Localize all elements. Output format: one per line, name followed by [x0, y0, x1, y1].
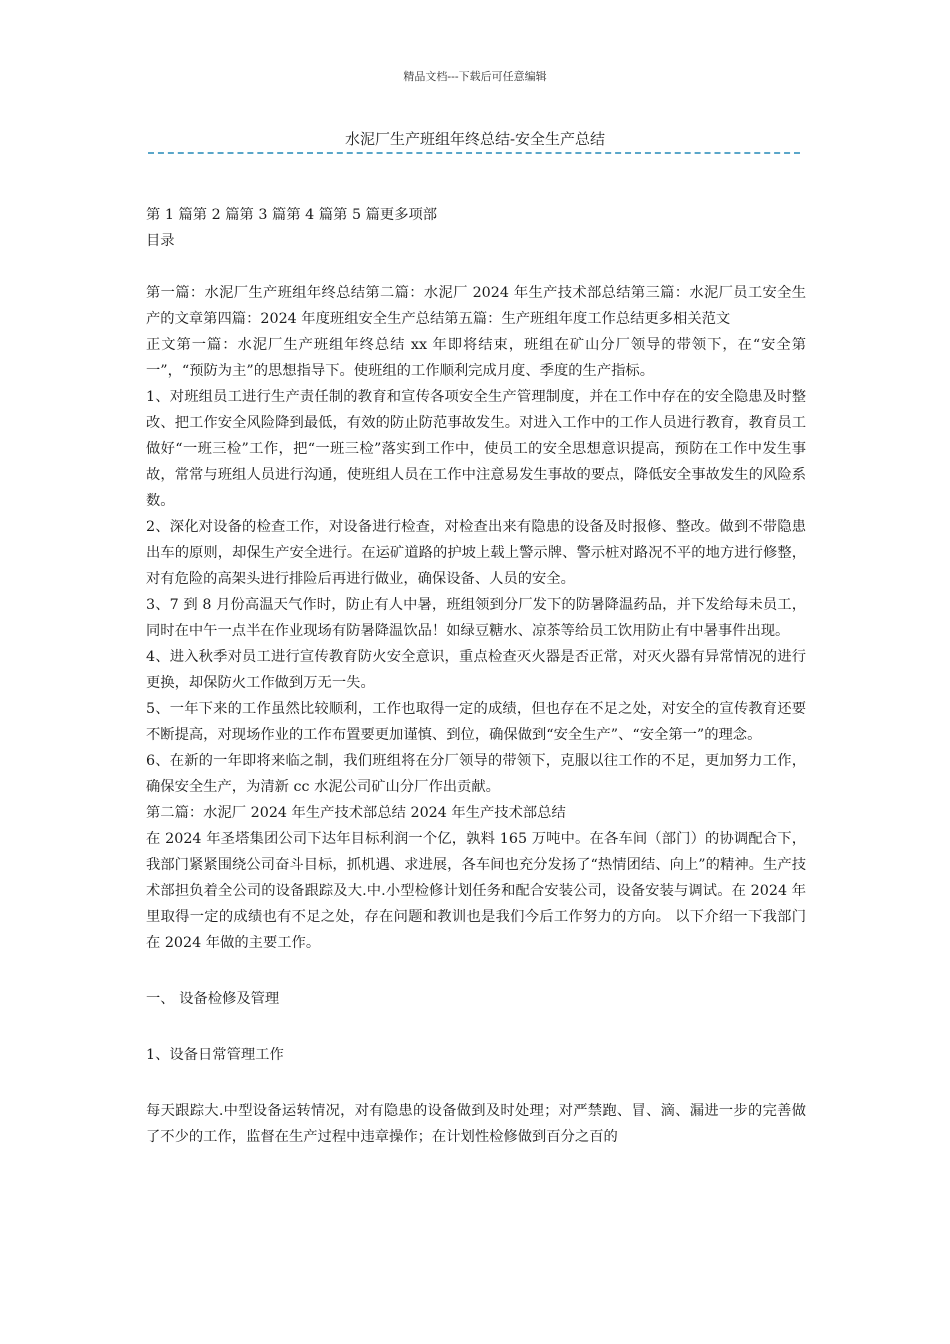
- header-note: 精品文档---下载后可任意编辑: [403, 70, 547, 83]
- body-paragraph-item-2: 2、深化对设备的检查工作，对设备进行检查，对检查出来有隐患的设备及时报修、整改。做到不带隐患出车的原则，却保生产安全进行。在运矿道路的护坡上载上警示牌、警示桩对路况不平的地方进行修整，对有危险的高架头进行排险后再进行做业，确保设备、人员的安全。: [146, 519, 806, 587]
- document-body: [146, 202, 806, 1150]
- body-paragraph-intro: 正文第一篇：水泥厂生产班组年终总结 xx 年即将结束，班组在矿山分厂领导的带领下，在“安全第一”，“预防为主”的思想指导下。使班组的工作顺利完成月度、季度的生产指标。: [146, 337, 806, 379]
- section-heading: 一、 设备检修及管理: [146, 991, 280, 1007]
- body-paragraph-item-3: 3、7 到 8 月份高温天气作时，防止有人中暑，班组领到分厂发下的防暑降温药品，并下发给每未员工，同时在中午一点半在作业现场有防暑降温饮品！如绿豆糖水、凉茶等给员工饮用防止有中暑事件出现。: [146, 597, 806, 639]
- spacer: [146, 956, 806, 986]
- body-paragraph-item-1: 1、对班组员工进行生产责任制的教育和宣传各项安全生产管理制度，并在工作中存在的安全隐患及时整改、把工作安全风险降到最低，有效的防止防范事故发生。对进入工作中的工作人员进行教育，教育员工做好“一班三检”工作，把“一班三检”落实到工作中，使员工的安全思想意识提高，预防在工作中发生事故，常常与班组人员进行沟通，使班组人员在工作中注意易发生事故的要点，降低安全事故发生的风险系数。: [146, 389, 806, 509]
- body-paragraph-part-two: 在 2024 年圣塔集团公司下达年目标利润一个亿，孰料 165 万吨中。在各车间（部门）的协调配合下，我部门紧紧围绕公司奋斗目标，抓机遇、求进展，各车间也充分发扬了“热情团结、向上”的精神。生产技术部担负着全公司的设备跟踪及大.中.小型检修计划任务和配合安装公司，设备安装与调试。在 2024 年里取得一定的成绩也有不足之处，存在问题和教训也是我们今后工作努力的方向。 以下介绍一下我部门在 2024 年做的主要工作。: [146, 831, 806, 951]
- spacer: [146, 254, 806, 280]
- part-two-heading: 第二篇：水泥厂 2024 年生产技术部总结 2024 年生产技术部总结: [146, 805, 566, 821]
- document-title: 水泥厂生产班组年终总结-安全生产总结: [344, 130, 606, 148]
- toc-paragraph: 第一篇：水泥厂生产班组年终总结第二篇：水泥厂 2024 年生产技术部总结第三篇：水泥厂员工安全生产的文章第四篇：2024 年度班组安全生产总结第五篇：生产班组年度工作总结更多相关范文: [146, 285, 806, 327]
- spacer: [146, 1068, 806, 1098]
- spacer: [146, 1012, 806, 1042]
- title-dashed-divider: [148, 152, 800, 154]
- toc-label: 目录: [146, 233, 175, 249]
- body-paragraph-item-6: 6、在新的一年即将来临之制，我们班组将在分厂领导的带领下，克服以往工作的不足，更加努力工作，确保安全生产，为清新 cc 水泥公司矿山分厂作出贡献。: [146, 753, 806, 795]
- body-paragraph-item-5: 5、一年下来的工作虽然比较顺利，工作也取得一定的成绩，但也存在不足之处，对安全的宣传教育还要不断提高，对现场作业的工作布置要更加谨慎、到位，确保做到“安全生产”、“安全第一”的理念。: [146, 701, 806, 743]
- chapter-nav-links[interactable]: 第 1 篇第 2 篇第 3 篇第 4 篇第 5 篇更多项部: [146, 207, 438, 223]
- body-paragraph-item-4: 4、进入秋季对员工进行宣传教育防火安全意识，重点检查灭火器是否正常，对灭火器有异常情况的进行更换，却保防火工作做到万无一失。: [146, 649, 806, 691]
- subsection-heading: 1、设备日常管理工作: [146, 1047, 284, 1063]
- body-paragraph-daily-management: 每天跟踪大.中型设备运转情况，对有隐患的设备做到及时处理；对严禁跑、冒、滴、漏进一步的完善做了不少的工作，监督在生产过程中违章操作；在计划性检修做到百分之百的: [146, 1103, 806, 1145]
